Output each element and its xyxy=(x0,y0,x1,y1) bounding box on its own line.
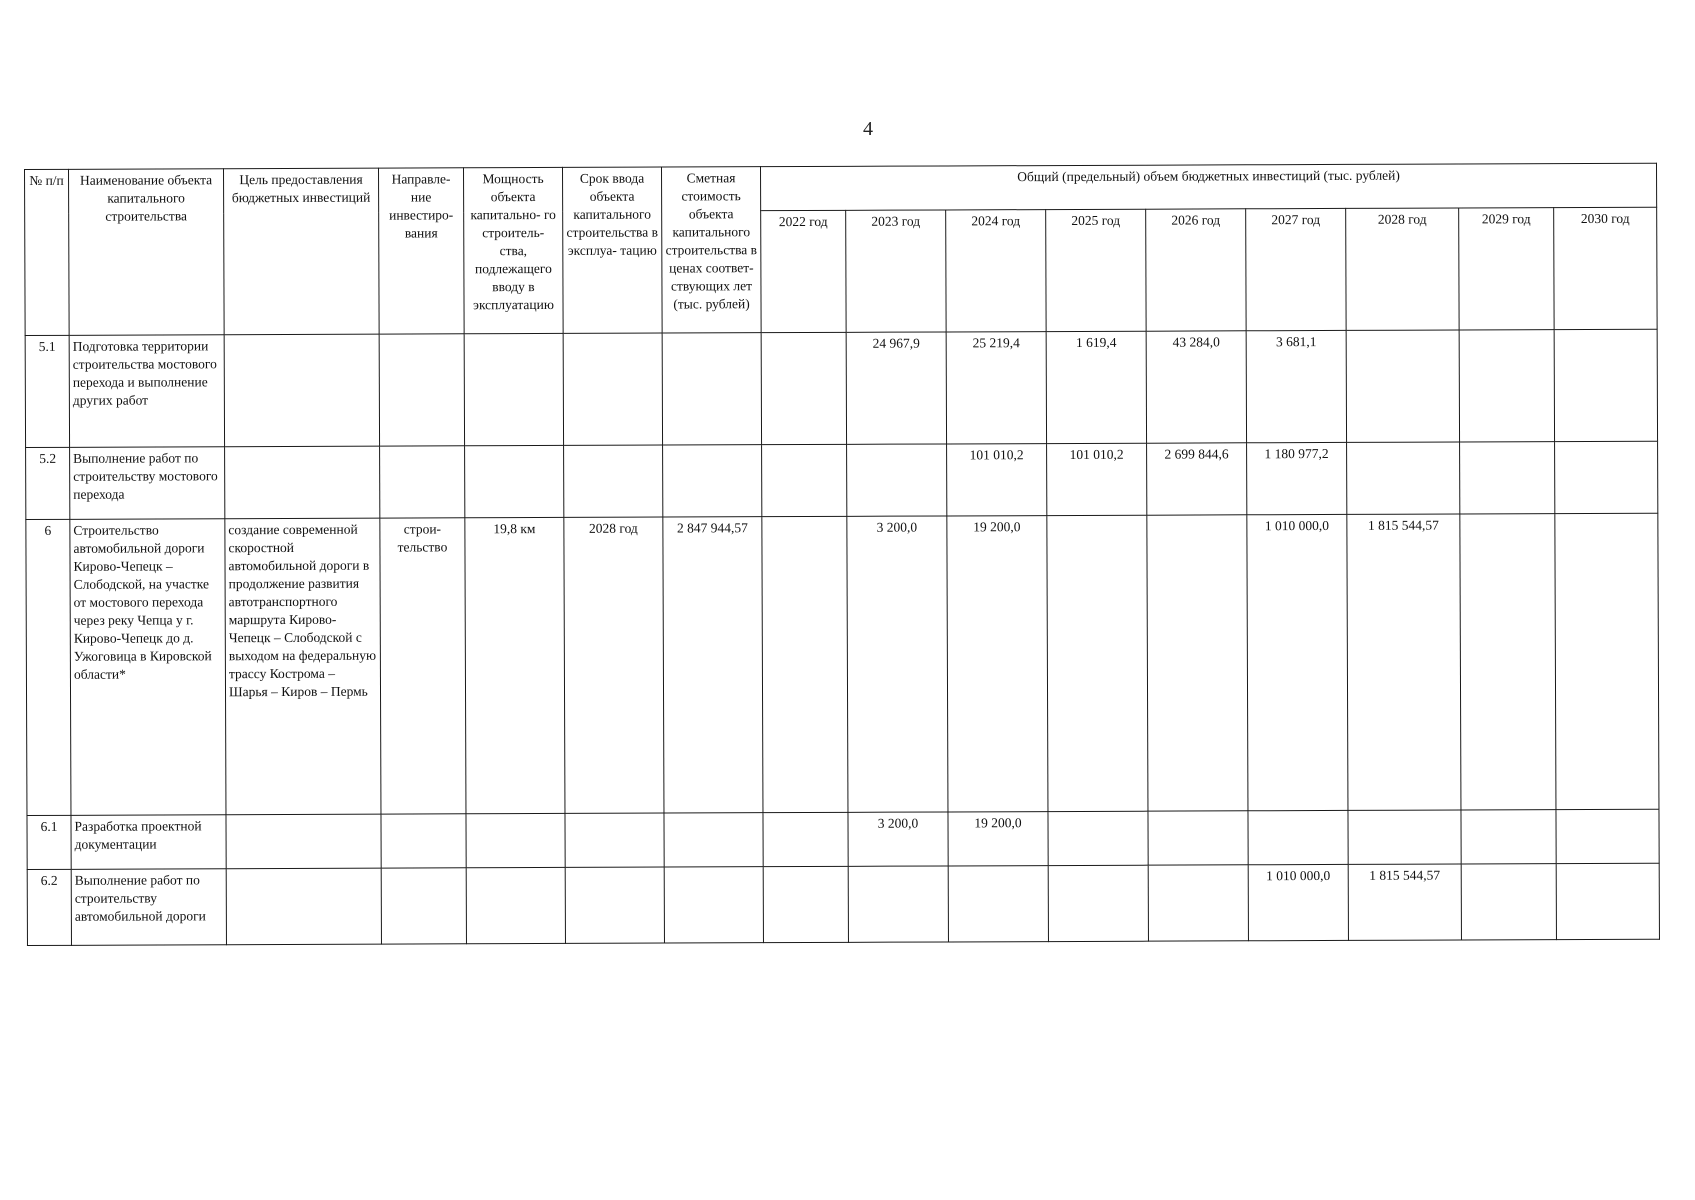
header-cost: Сметная стоимость объекта капитального строительства в ценах соответ- ствующих лет (тыс. рублей) xyxy=(661,167,761,333)
year-value-cell: 1 180 977,2 xyxy=(1247,442,1347,514)
term-cell xyxy=(565,813,664,867)
year-value-cell xyxy=(1147,515,1248,811)
year-value-cell: 1 010 000,0 xyxy=(1247,514,1348,810)
year-value-cell xyxy=(1048,865,1148,941)
header-year: 2024 год xyxy=(946,210,1046,332)
year-value-cell xyxy=(762,516,848,812)
term-cell xyxy=(564,445,663,517)
year-value-cell xyxy=(847,444,947,516)
header-year: 2029 год xyxy=(1459,208,1554,330)
year-value-cell xyxy=(1461,810,1556,864)
year-value-cell xyxy=(1555,441,1658,513)
year-value-cell xyxy=(948,866,1048,942)
year-value-cell xyxy=(763,866,848,942)
year-value-cell xyxy=(763,812,848,866)
row-number-cell: 6.2 xyxy=(27,869,71,945)
direction-cell: строи- тельство xyxy=(380,518,466,814)
row-number-cell: 6 xyxy=(26,519,71,815)
year-value-cell: 101 010,2 xyxy=(1047,443,1147,515)
object-name-cell: Выполнение работ по строительству мостового перехода xyxy=(70,447,225,520)
header-capacity: Мощность объекта капитально- го строитель- ства, подлежащего вводу в эксплуатацию xyxy=(463,167,563,333)
term-cell xyxy=(563,333,662,445)
year-value-cell: 1 815 544,57 xyxy=(1347,514,1461,810)
header-name: Наименование объекта капитального строительства xyxy=(69,169,225,336)
header-year: 2027 год xyxy=(1246,208,1346,330)
goal-cell: создание современной скоростной автомобильной дороги в продолжение развития автотранспортного маршрута Кирово-Чепецк – Слободской с выходом на федеральную трассу Кострома – Шарья – Киров – Пермь xyxy=(225,518,381,815)
direction-cell xyxy=(381,814,466,868)
budget-investment-table xyxy=(24,163,1660,946)
capacity-cell xyxy=(465,445,564,517)
term-cell: 2028 год xyxy=(564,517,664,813)
header-year: 2026 год xyxy=(1146,209,1246,331)
year-value-cell xyxy=(1460,442,1555,514)
year-value-cell xyxy=(762,444,847,516)
year-value-cell: 19 200,0 xyxy=(948,812,1048,866)
table-row xyxy=(25,329,1657,447)
table-row xyxy=(27,863,1659,945)
header-goal: Цель предоставления бюджетных инвестиций xyxy=(224,168,380,335)
year-value-cell xyxy=(1148,811,1248,865)
year-value-cell: 101 010,2 xyxy=(947,444,1047,516)
header-term: Срок ввода объекта капитального строительства в эксплуа- тацию xyxy=(562,167,662,333)
year-value-cell xyxy=(1554,329,1658,441)
year-value-cell xyxy=(1347,442,1460,514)
row-number-cell: 5.1 xyxy=(25,335,69,447)
year-value-cell xyxy=(1556,863,1659,939)
cost-cell xyxy=(664,813,763,867)
year-value-cell xyxy=(1148,865,1248,941)
direction-cell xyxy=(380,446,465,518)
cost-cell xyxy=(662,333,761,445)
year-value-cell xyxy=(1459,330,1554,442)
year-value-cell xyxy=(1047,515,1148,811)
year-value-cell xyxy=(848,866,948,942)
capacity-cell xyxy=(466,867,565,943)
goal-cell xyxy=(225,446,380,519)
year-value-cell xyxy=(1348,810,1461,864)
year-value-cell xyxy=(1460,514,1556,810)
year-value-cell: 3 200,0 xyxy=(848,812,948,866)
year-value-cell: 1 010 000,0 xyxy=(1248,864,1348,940)
page-number: 4 xyxy=(863,118,873,140)
year-value-cell xyxy=(1556,809,1659,863)
object-name-cell: Строительство автомобильной дороги Кирово-Чепецк – Слободской, на участке от мостового перехода через реку Чепца у г. Кирово-Чепецк до д. Ужоговица в Кировской области* xyxy=(70,519,226,816)
header-direction: Направле- ние инвестиро- вания xyxy=(378,168,464,334)
year-value-cell: 3 681,1 xyxy=(1246,330,1346,442)
year-value-cell xyxy=(1248,810,1348,864)
table-row xyxy=(26,441,1658,519)
capacity-cell xyxy=(464,333,563,445)
object-name-cell: Разработка проектной документации xyxy=(71,815,226,870)
year-value-cell: 43 284,0 xyxy=(1146,331,1246,443)
header-num: № п/п xyxy=(25,169,70,335)
term-cell xyxy=(565,867,664,943)
year-value-cell: 1 619,4 xyxy=(1046,331,1146,443)
header-year: 2025 год xyxy=(1046,209,1146,331)
year-value-cell: 3 200,0 xyxy=(847,516,948,812)
year-value-cell xyxy=(1555,513,1659,809)
object-name-cell: Выполнение работ по строительству автомобильной дороги xyxy=(71,869,226,946)
year-value-cell: 25 219,4 xyxy=(946,332,1046,444)
cost-cell xyxy=(663,445,762,517)
table-row xyxy=(27,809,1659,869)
year-value-cell: 1 815 544,57 xyxy=(1348,864,1461,940)
year-value-cell xyxy=(761,332,846,444)
cost-cell: 2 847 944,57 xyxy=(663,517,763,813)
capacity-cell: 19,8 км xyxy=(465,517,565,813)
table-row xyxy=(26,513,1659,815)
object-name-cell: Подготовка территории строительства мостового перехода и выполнение других работ xyxy=(69,335,224,448)
header-total-investment: Общий (предельный) объем бюджетных инвестиций (тыс. рублей) xyxy=(760,163,1656,210)
year-value-cell: 2 699 844,6 xyxy=(1147,443,1247,515)
goal-cell xyxy=(226,814,381,869)
header-year: 2028 год xyxy=(1346,208,1459,330)
year-value-cell: 19 200,0 xyxy=(947,516,1048,812)
year-value-cell xyxy=(1346,330,1459,442)
direction-cell xyxy=(381,868,466,944)
year-value-cell xyxy=(1461,864,1556,940)
goal-cell xyxy=(224,334,379,447)
row-number-cell: 5.2 xyxy=(26,447,70,519)
row-number-cell: 6.1 xyxy=(27,815,71,869)
direction-cell xyxy=(379,334,464,446)
header-row xyxy=(25,163,1657,213)
capacity-cell xyxy=(466,813,565,867)
header-year: 2030 год xyxy=(1554,207,1658,329)
year-value-cell: 24 967,9 xyxy=(846,332,946,444)
year-value-cell xyxy=(1048,811,1148,865)
cost-cell xyxy=(664,867,763,943)
goal-cell xyxy=(226,868,381,945)
header-year: 2022 год xyxy=(761,210,846,332)
header-year: 2023 год xyxy=(846,210,946,332)
